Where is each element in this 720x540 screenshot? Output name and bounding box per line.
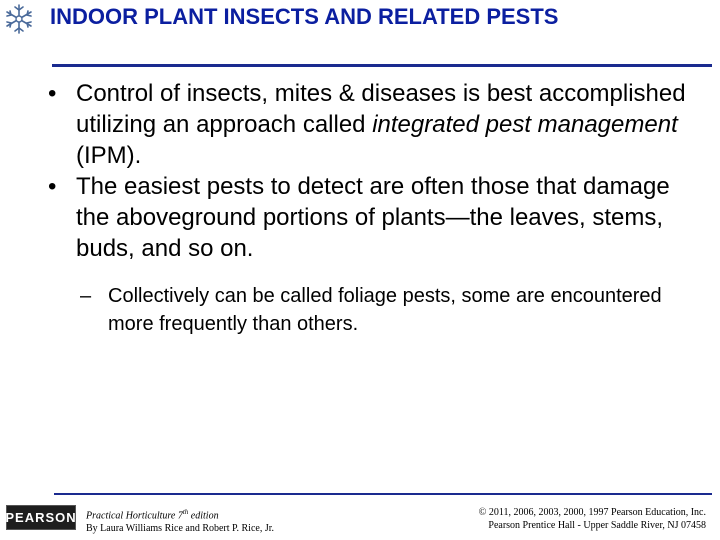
title-divider bbox=[52, 64, 712, 67]
slide-title: INDOOR PLANT INSECTS AND RELATED PESTS bbox=[50, 4, 559, 29]
book-title: Practical Horticulture 7th edition bbox=[86, 508, 219, 522]
footer-book-info bbox=[86, 506, 274, 535]
sub-bullet-item bbox=[48, 282, 688, 338]
bullet-text: The easiest pests to detect are often those that damage the aboveground portions of plants—the leaves, stems, buds, and so on. bbox=[76, 173, 670, 262]
footer-copyright bbox=[479, 506, 706, 532]
bullet-text-end: (IPM). bbox=[76, 142, 142, 169]
bullet-mark: • bbox=[48, 80, 57, 107]
bullet-item bbox=[48, 78, 688, 171]
bullet-text: Control of insects, mites & diseases is best accomplished utilizing an approach called bbox=[76, 80, 686, 138]
publisher-text: Pearson Prentice Hall - Upper Saddle River, NJ 07458 bbox=[488, 520, 706, 531]
copyright-text: © 2011, 2006, 2003, 2000, 1997 Pearson Education, Inc. bbox=[478, 507, 706, 518]
snowflake-ornament-icon bbox=[2, 2, 36, 36]
pearson-logo: PEARSON bbox=[6, 505, 76, 530]
sub-bullet-text: Collectively can be called foliage pests, some are encountered more frequently than others. bbox=[108, 285, 662, 335]
bullet-italic-term: integrated pest management bbox=[372, 111, 678, 138]
bullet-mark: • bbox=[48, 173, 57, 200]
bullet-item bbox=[48, 171, 688, 264]
slide-body bbox=[48, 78, 688, 358]
footer-divider bbox=[54, 493, 712, 495]
book-authors: By Laura Williams Rice and Robert P. Rice, Jr. bbox=[86, 523, 274, 535]
sub-bullet-mark: – bbox=[80, 285, 92, 307]
